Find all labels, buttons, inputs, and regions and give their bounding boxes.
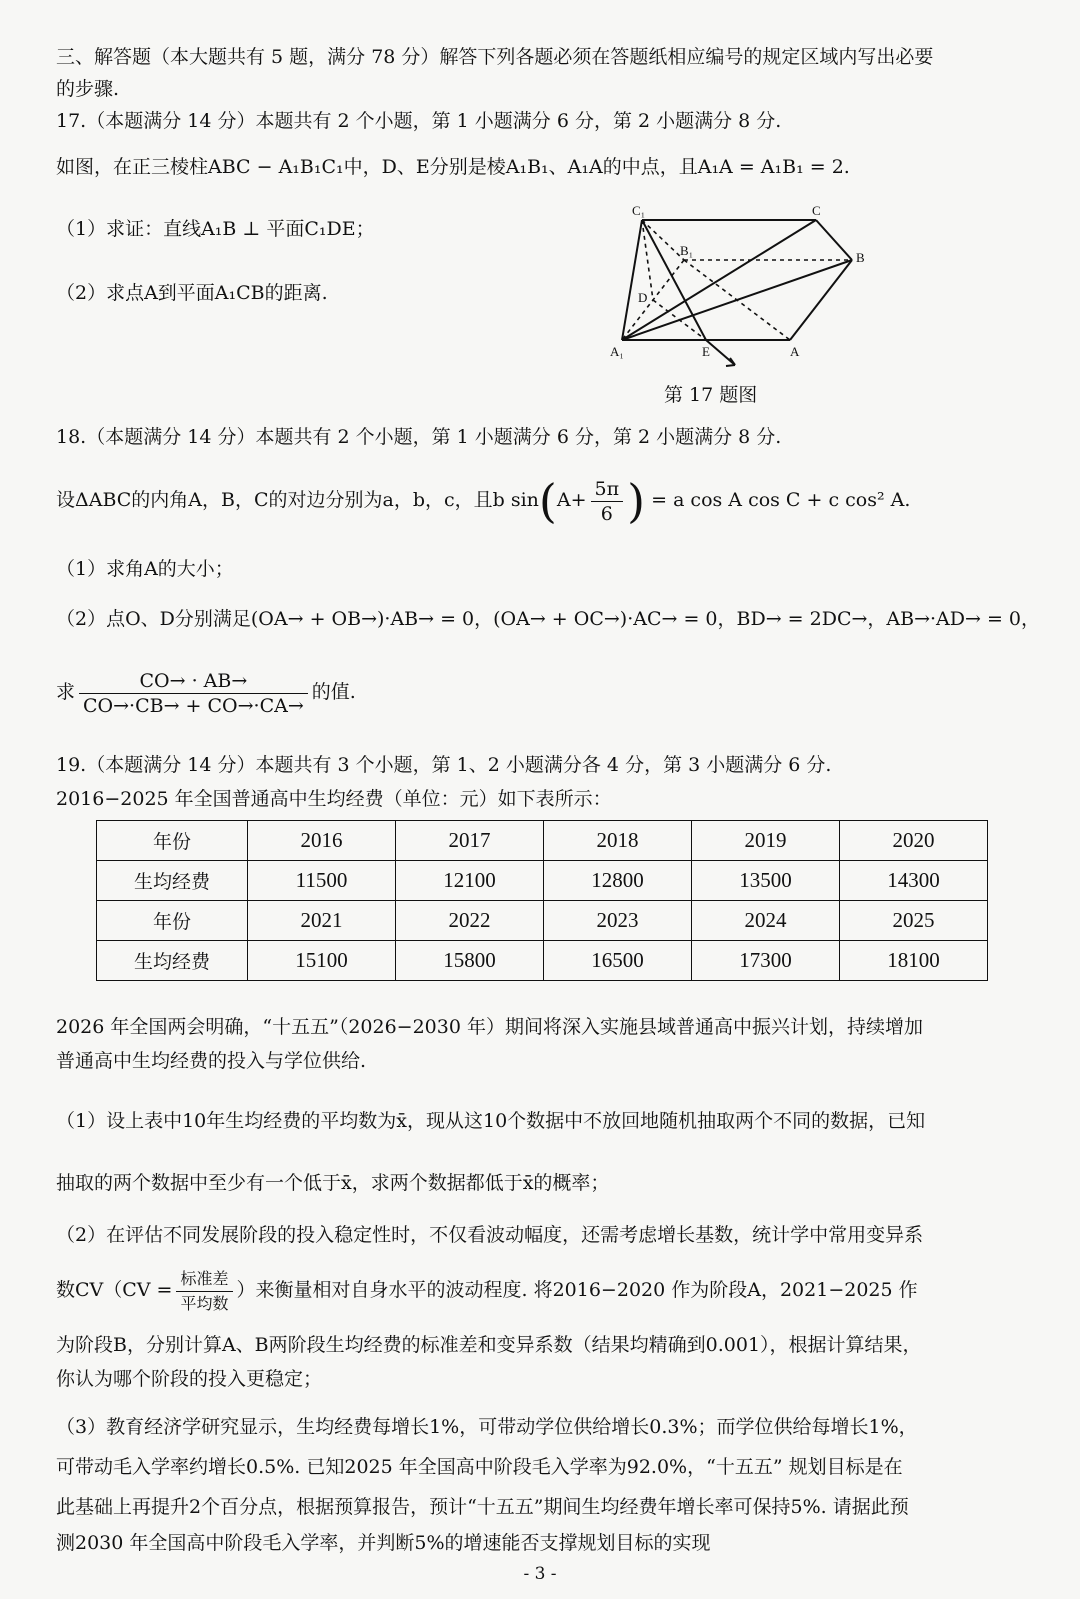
q19-part3-cont: 可带动毛入学率约增长0.5%. 已知2025 年全国高中阶段毛入学率为92.0%，“十五五” 规划目标是在 <box>56 1456 903 1478</box>
edge-e-extension <box>706 340 735 365</box>
section-heading: 三、解答题（本大题共有 5 题，满分 78 分）解答下列各题必须在答题纸相应编号的规定区域内写出必要 <box>56 46 934 68</box>
q19-part1-cont: 抽取的两个数据中至少有一个低于x̄，求两个数据都低于x̄的概率； <box>56 1172 610 1194</box>
table-cell: 14300 <box>840 861 988 901</box>
q19-part2-cv <box>56 1262 1040 1318</box>
edge-d-e <box>653 300 706 340</box>
q18-ask-pre: 求 <box>56 681 76 703</box>
label-c: C <box>812 203 821 218</box>
label-a1: A₁ <box>610 344 624 359</box>
q18-part2: （2）点O、D分别满足(OA→ + OB→)·AB→ = 0，(OA→ + OC→)·AC→ = 0，BD→ = 2DC→，AB→·AD→ = 0， <box>56 608 1041 630</box>
q18-stem-post: = a cos A cos C + c cos² A. <box>651 489 911 511</box>
label-b1: B₁ <box>680 243 694 258</box>
q18-ask-post: 的值. <box>311 681 356 703</box>
q19-cv-fraction <box>176 1267 232 1316</box>
table-cell: 2024 <box>692 901 840 941</box>
table-cell: 12100 <box>396 861 544 901</box>
q18-stem: 设ΔABC的内角A，B，C的对边分别为a，b，c，且b sin(A+ $\frac{5\pi}{6}$ ) = a cos A cos C + c cos² A. <box>56 474 911 528</box>
table-cell: 15100 <box>248 941 396 981</box>
q18-stem-angle: A+ <box>556 489 587 511</box>
q17-prism-figure <box>610 200 880 375</box>
q17-stem: 如图，在正三棱柱ABC − A₁B₁C₁中，D、E分别是棱A₁B₁、A₁A的中点，且A₁A = A₁B₁ = 2. <box>56 156 850 178</box>
q18-stem-pre: 设ΔABC的内角A，B，C的对边分别为a，b，c，且b sin <box>56 489 539 511</box>
table-cell: 2017 <box>396 821 544 861</box>
table-row <box>97 821 988 861</box>
q18-part2-ask <box>56 662 1040 722</box>
table-row <box>97 901 988 941</box>
q17-figure-caption: 第 17 题图 <box>664 384 758 406</box>
q19-part3-cont3: 测2030 年全国高中阶段毛入学率，并判断5%的增速能否支撑规划目标的实现 <box>56 1532 711 1554</box>
page-number: - 3 - <box>523 1564 557 1584</box>
q18-ask-frac-den: CO→·CB→ + CO→·CA→ <box>83 694 304 717</box>
table-cell: 年份 <box>97 901 248 941</box>
table-cell: 生均经费 <box>97 861 248 901</box>
q19-cv-den: 平均数 <box>180 1293 229 1313</box>
table-cell: 2019 <box>692 821 840 861</box>
q19-cv-num: 标准差 <box>176 1267 232 1292</box>
q19-part2-cv-pre: 数CV（CV = <box>56 1279 173 1301</box>
label-b: B <box>856 250 865 265</box>
q18-header: 18.（本题满分 14 分）本题共有 2 个小题，第 1 小题满分 6 分，第 2 小题满分 8 分. <box>56 426 782 448</box>
q18-part1: （1）求角A的大小； <box>56 558 234 580</box>
table-cell: 年份 <box>97 821 248 861</box>
label-a: A <box>790 344 800 359</box>
table-cell: 2023 <box>544 901 692 941</box>
edge-c1-a1 <box>622 220 642 340</box>
q17-header: 17.（本题满分 14 分）本题共有 2 个小题，第 1 小题满分 6 分，第 2 小题满分 8 分. <box>56 110 782 132</box>
table-cell: 2025 <box>840 901 988 941</box>
label-c1: C₁ <box>632 203 646 218</box>
table-cell: 2021 <box>248 901 396 941</box>
q19-header: 19.（本题满分 14 分）本题共有 3 个小题，第 1、2 小题满分各 4 分，第 3 小题满分 6 分. <box>56 754 832 776</box>
table-cell: 2018 <box>544 821 692 861</box>
table-cell: 17300 <box>692 941 840 981</box>
q18-ask-fraction <box>79 669 308 718</box>
q17-part2: （2）求点A到平面A₁CB的距离. <box>56 282 328 304</box>
q19-part2: （2）在评估不同发展阶段的投入稳定性时，不仅看波动幅度，还需考虑增长基数，统计学中常用变异系 <box>56 1224 924 1246</box>
q18-stem-fraction <box>591 477 624 526</box>
q18-stem-frac-num: 5π <box>591 477 624 502</box>
q19-part2-cont: 为阶段B，分别计算A、B两阶段生均经费的标准差和变异系数（结果均精确到0.001），根据计算结果， <box>56 1334 922 1356</box>
table-cell: 12800 <box>544 861 692 901</box>
edge-c1-b1 <box>642 220 684 260</box>
section-heading-cont: 的步骤. <box>56 78 120 100</box>
edge-b-a <box>790 260 852 340</box>
edge-c-b <box>816 220 852 260</box>
label-e: E <box>702 344 710 359</box>
table-cell: 18100 <box>840 941 988 981</box>
q19-part1: （1）设上表中10年生均经费的平均数为x̄，现从这10个数据中不放回地随机抽取两个不同的数据，已知 <box>56 1110 926 1132</box>
table-cell: 2016 <box>248 821 396 861</box>
label-d: D <box>638 290 648 305</box>
table-cell: 15800 <box>396 941 544 981</box>
q19-part2-cv-post: ）来衡量相对自身水平的波动程度. 将2016−2020 作为阶段A，2021−2025 作 <box>236 1279 918 1301</box>
table-cell: 2022 <box>396 901 544 941</box>
expenditure-table <box>96 820 988 981</box>
table-cell: 11500 <box>248 861 396 901</box>
table-cell: 2020 <box>840 821 988 861</box>
q19-part3-cont2: 此基础上再提升2个百分点，根据预算报告，预计“十五五”期间生均经费年增长率可保持5%. 请据此预 <box>56 1496 909 1518</box>
table-cell: 16500 <box>544 941 692 981</box>
q19-part3: （3）教育经济学研究显示，生均经费每增长1%，可带动学位供给增长0.3%；而学位供给每增长1%， <box>56 1416 918 1438</box>
q19-intro: 2016−2025 年全国普通高中生均经费（单位：元）如下表所示： <box>56 788 612 810</box>
prism-diagram <box>610 200 880 375</box>
table-row <box>97 861 988 901</box>
q17-part1: （1）求证：直线A₁B ⊥ 平面C₁DE； <box>56 218 375 240</box>
q18-stem-frac-den: 6 <box>600 502 613 525</box>
table-row <box>97 941 988 981</box>
table-cell: 13500 <box>692 861 840 901</box>
q18-ask-frac-num: CO→ · AB→ <box>79 669 308 694</box>
table-cell: 生均经费 <box>97 941 248 981</box>
q19-context-cont: 普通高中生均经费的投入与学位供给. <box>56 1050 367 1072</box>
q19-part2-cont2: 你认为哪个阶段的投入更稳定； <box>56 1368 323 1390</box>
q19-context: 2026 年全国两会明确，“十五五”（2026−2030 年）期间将深入实施县域普通高中振兴计划，持续增加 <box>56 1016 923 1038</box>
